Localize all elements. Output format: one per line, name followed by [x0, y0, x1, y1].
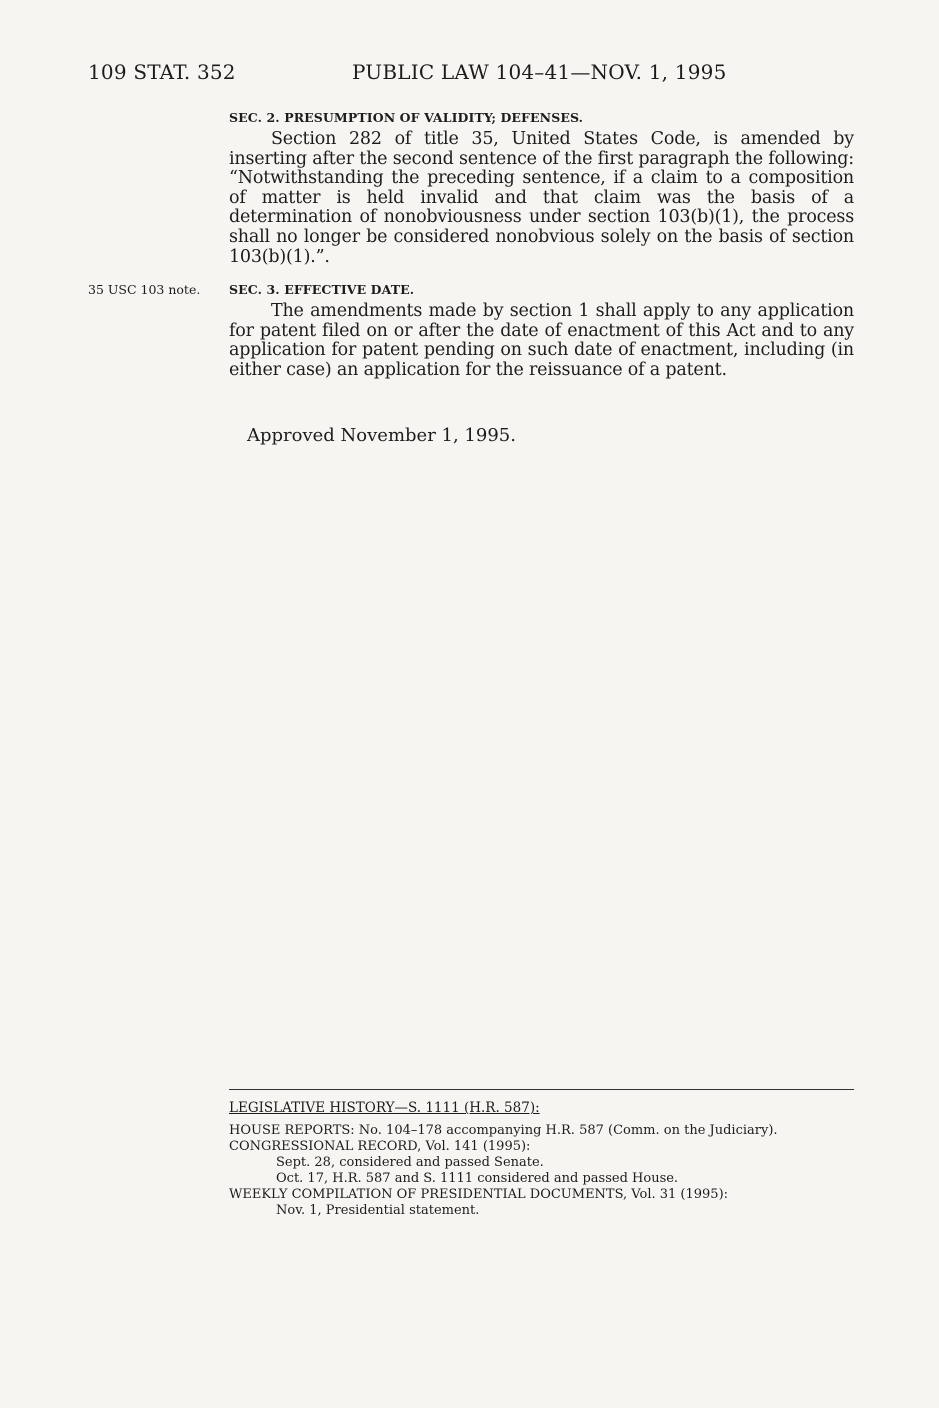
section-3-heading: SEC. 3. EFFECTIVE DATE.	[229, 282, 415, 297]
history-line: CONGRESSIONAL RECORD, Vol. 141 (1995):	[229, 1139, 531, 1154]
section-2-body: Section 282 of title 35, United States Code, is amended by inserting after the second sentence of the first paragraph the following: “Notwithstanding the preceding sentence, if a claim to a composition of matter is held invalid and that claim was the basis of a determination of nonobviousness under section 103(b)(1), the process shall no longer be considered nonobvious solely on the basis of section 103(b)(1).”.	[229, 129, 854, 267]
public-law-title: PUBLIC LAW 104–41—NOV. 1, 1995	[352, 60, 727, 84]
legislative-history-list	[229, 1123, 869, 1219]
footer-divider	[229, 1089, 854, 1090]
history-line: HOUSE REPORTS: No. 104–178 accompanying H.R. 587 (Comm. on the Judiciary).	[229, 1123, 778, 1138]
stat-page-number: 109 STAT. 352	[88, 60, 236, 84]
approval-date: Approved November 1, 1995.	[247, 425, 516, 446]
section-3-body: The amendments made by section 1 shall apply to any application for patent filed on or after the date of enactment of this Act and to any application for patent pending on such date of enactment, including (in either case) an application for the reissuance of a patent.	[229, 301, 854, 380]
section-2-heading: SEC. 2. PRESUMPTION OF VALIDITY; DEFENSES.	[229, 110, 584, 125]
history-line: Oct. 17, H.R. 587 and S. 1111 considered and passed House.	[276, 1171, 679, 1186]
legislative-history-title: LEGISLATIVE HISTORY—S. 1111 (H.R. 587):	[229, 1100, 540, 1116]
history-line: Nov. 1, Presidential statement.	[276, 1203, 480, 1218]
history-line: WEEKLY COMPILATION OF PRESIDENTIAL DOCUMENTS, Vol. 31 (1995):	[229, 1187, 729, 1202]
margin-note: 35 USC 103 note.	[88, 282, 201, 297]
history-line: Sept. 28, considered and passed Senate.	[276, 1155, 544, 1170]
page-header	[88, 60, 859, 88]
